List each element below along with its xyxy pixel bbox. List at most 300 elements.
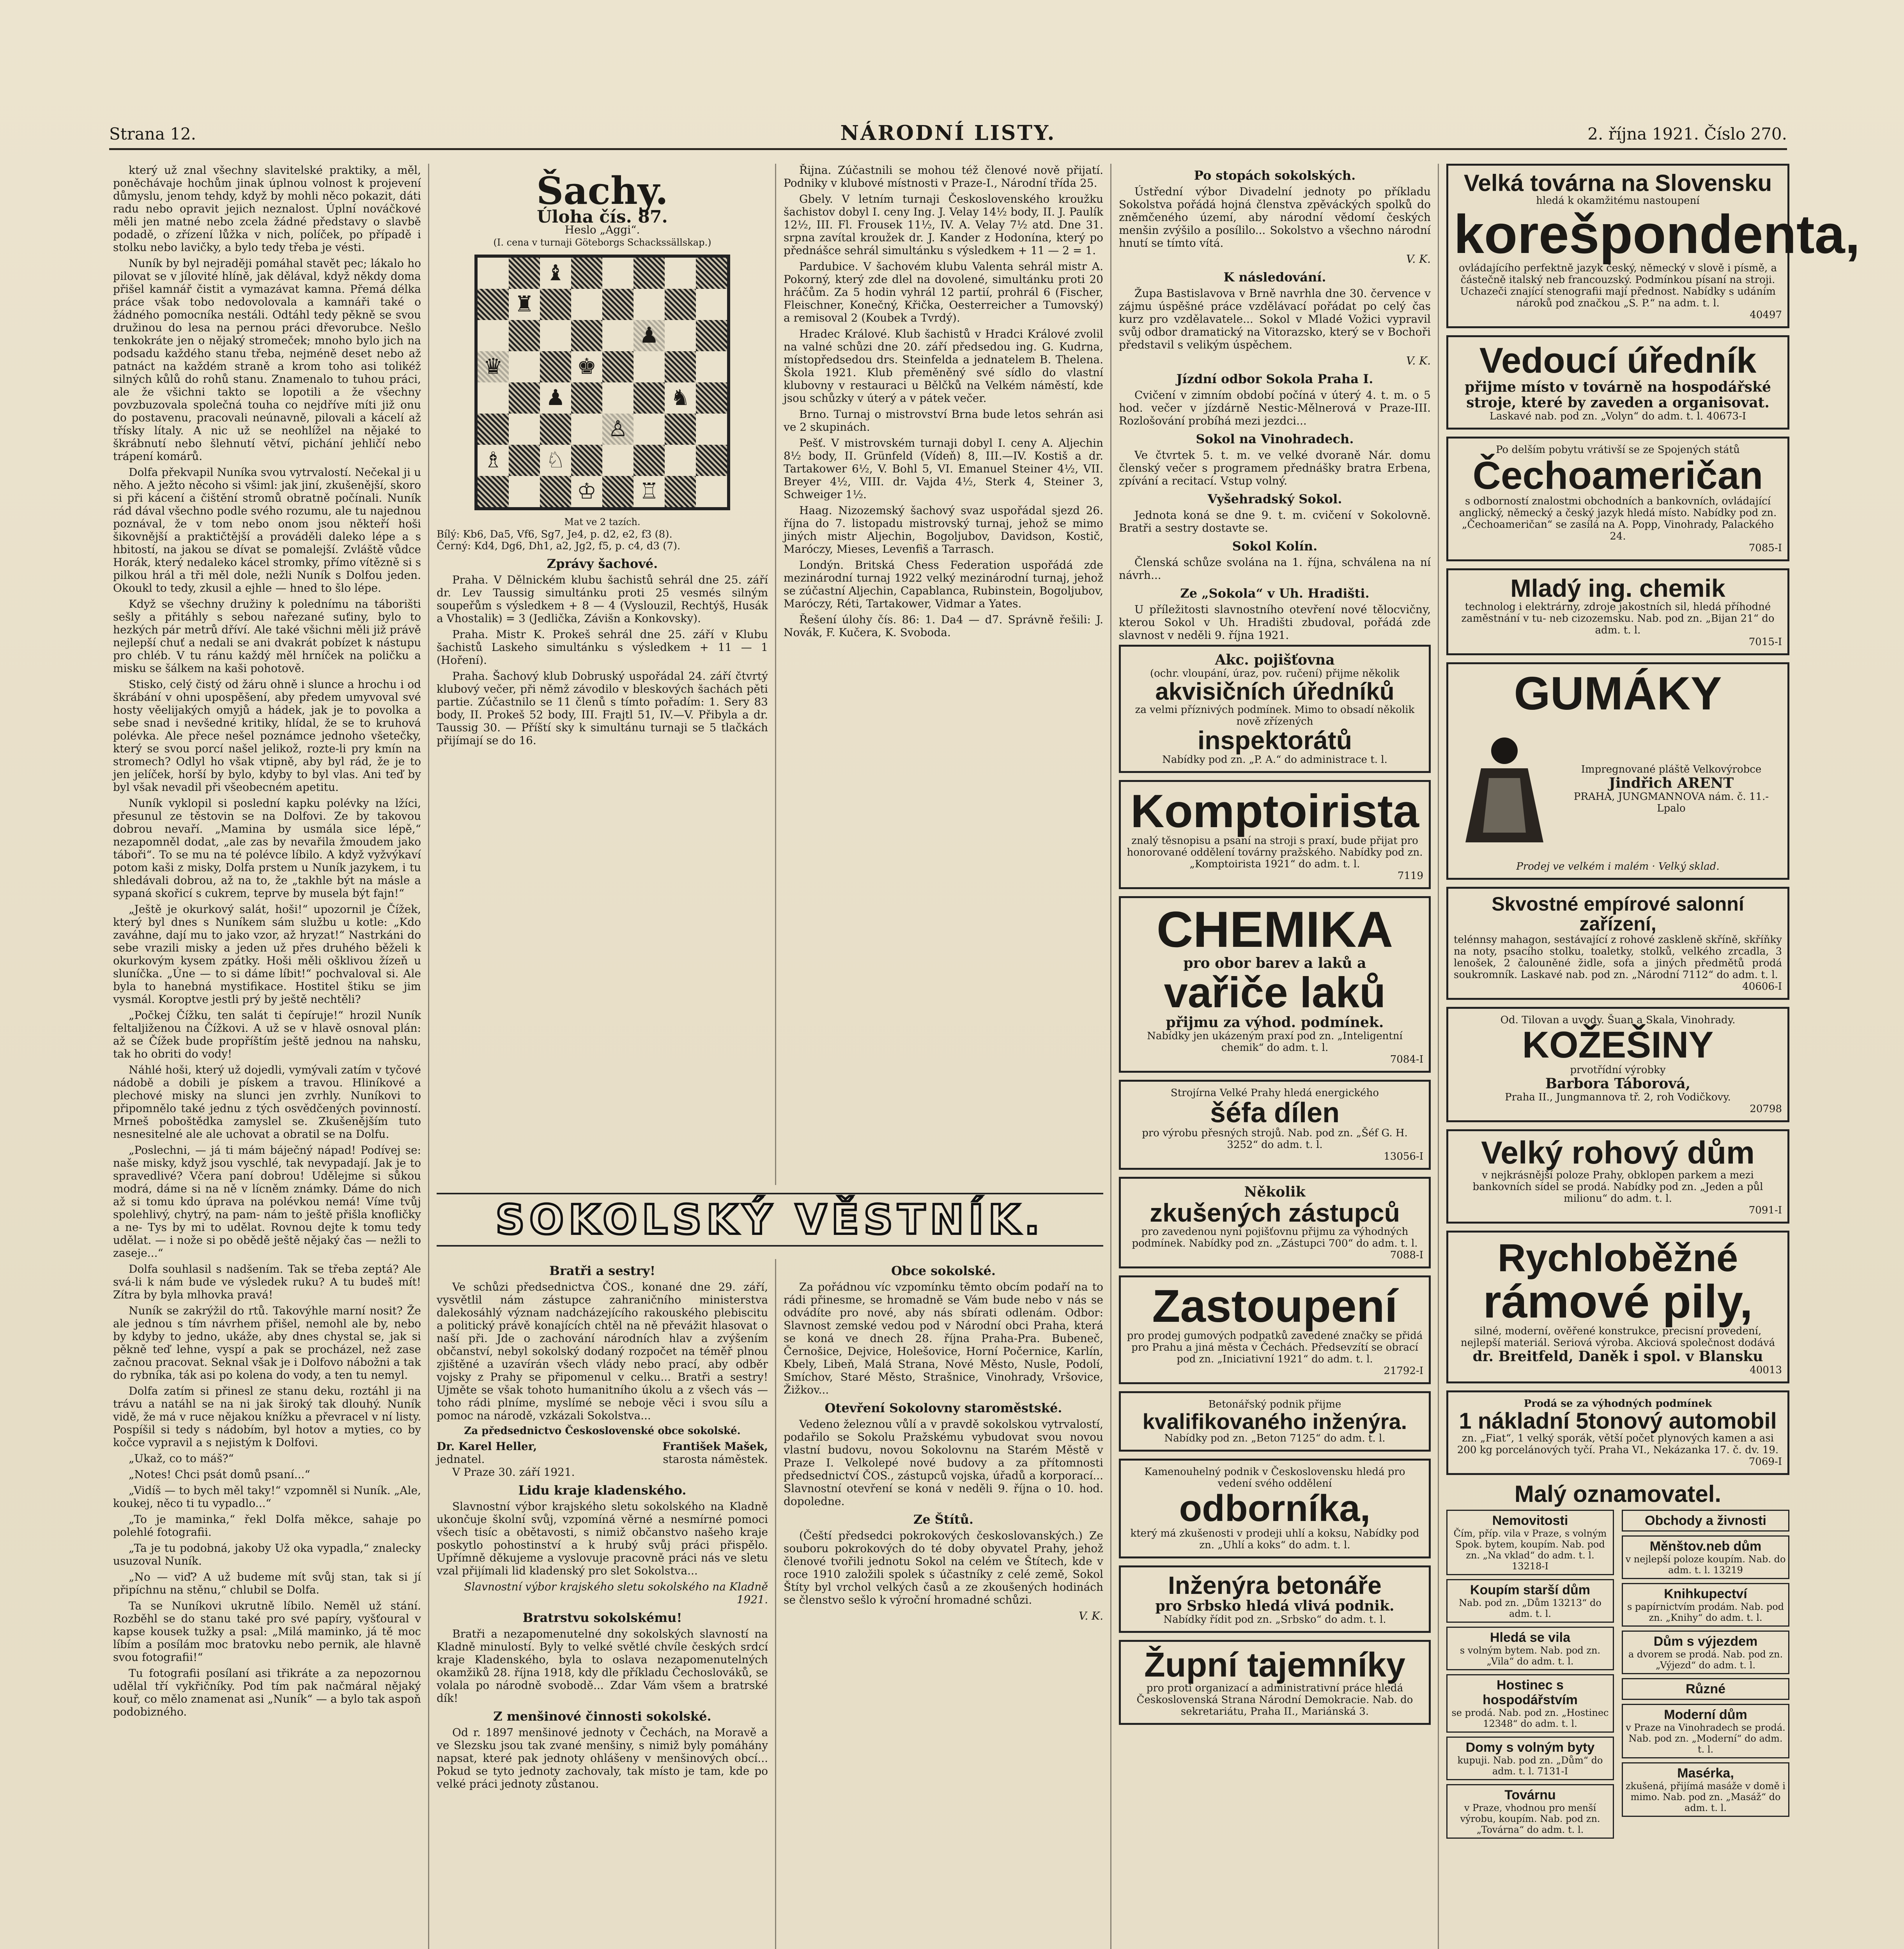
- chess-square: [509, 320, 540, 351]
- article-heading: Vyšehradský Sokol.: [1207, 492, 1342, 506]
- agents-ad: [1119, 1177, 1431, 1268]
- column-rule: [1438, 164, 1439, 1949]
- story-paragraph: „Ta je tu podobná, jakoby Už oka vypadla,“ znalecky usuzoval Nuník.: [113, 1542, 421, 1567]
- story-paragraph: „Vidíš — to bych měl taky!“ vzpomněl si Nuník. „Ale, koukej, něco ti tu vypadlo...“: [113, 1484, 421, 1510]
- article-heading: Bratři a sestry!: [549, 1263, 656, 1278]
- chess-square: [571, 414, 602, 445]
- article-heading: Ze Štítů.: [913, 1512, 974, 1527]
- column-rule: [775, 1259, 776, 1949]
- chess-square: [633, 320, 665, 351]
- classified-ad: [1446, 1674, 1614, 1733]
- young-chemist-ad: [1446, 568, 1789, 655]
- chess-square: [571, 351, 602, 382]
- chess-caption: Mat ve 2 tazích.: [564, 516, 641, 527]
- story-paragraph: „To je maminka,“ řekl Dolfa měkce, sahaje po polehlé fotografii.: [113, 1513, 421, 1539]
- ad-ref: 7088-I: [1390, 1249, 1423, 1261]
- column-1-story: [113, 164, 421, 1949]
- chess-piece-icon: ♘: [540, 445, 571, 476]
- column-rule: [428, 164, 429, 1949]
- ad-headline: kvalifikovaného inženýra.: [1142, 1409, 1407, 1434]
- chess-square: [633, 445, 665, 476]
- chess-news: Řijna. Zúčastnili se mohou též členové nově přijatí. Podniky v klubové místnosti v Praze-I., Národní třída 25.: [784, 164, 1103, 189]
- ad-ref: 20798: [1750, 1103, 1782, 1115]
- ad-text: za velmi příznivých podmínek. Mimo to obsadí několik nově zřízených: [1135, 704, 1415, 728]
- chess-square: [665, 289, 696, 320]
- chess-news: Pardubice. V šachovém klubu Valenta sehrál mistr A. Pokorný, který zde dlel na dovolené, simultánku proti 20 hráčům. Za 5 hodin vyhrál 12 partií, prohrál 6 (Fischer, Fleischner, Konečný, Křička, Oesterreicher a Tumovský) a remisoval 2 (Koubek a Tvrdý).: [784, 260, 1103, 324]
- classified-ad: [1622, 1678, 1789, 1700]
- classified-ad: [1622, 1631, 1789, 1674]
- ad-text: Několik: [1244, 1184, 1306, 1201]
- chess-square: [540, 289, 571, 320]
- ad-headline: Komptoirista: [1130, 785, 1419, 837]
- classified-text: v nejlepší poloze koupím. Nab. do adm. t. l. 13219: [1625, 1554, 1786, 1576]
- classified-ad: [1622, 1704, 1789, 1758]
- classified-text: kupuji. Nab. pod zn. „Dům“ do adm. t. l. 7131-I: [1457, 1755, 1603, 1777]
- chess-square: [696, 351, 727, 382]
- ad-text: silné, moderní, ověřené konstrukce, precisní provedení, nejlepší materiál. Seriová výroba. Akciová společnost dodává: [1460, 1325, 1775, 1349]
- article-heading: Ze „Sokola“ v Uh. Hradišti.: [1180, 586, 1370, 601]
- story-paragraph: „No — viď? A už budeme mít svůj stan, tak si jí připíchnu na stěnu,“ chlubil se Dolfa.: [113, 1571, 421, 1596]
- article-heading: Bratrstvu sokolskému!: [522, 1610, 682, 1625]
- ad-text: Nabídky řídit pod zn. „Srbsko“ do adm. t. l.: [1163, 1614, 1386, 1626]
- chess-square: [665, 476, 696, 507]
- story-paragraph: „Ještě je okurkový salát, hoši!“ upozornil je Čížek, který byl dnes s Nuníkem sám službu u kotle: „Kdo zaváhne, dají mu to jako vzor, až hryzat!“ Nastrkáni do sebe vrazili misky a jeden už přes druhého běželi k okurkovým kysem zpátky. Hoši měli ošklivou žízeň u sluníčka. „Úne — to si dáme líbit!“ pochvaloval si. Ale byla to hanebná mystifikace. Hostitel štiku se jim vysmál. Koroptve jestli prý by ještě nechtěli?: [113, 903, 421, 1006]
- ad-headline: vařiče laků: [1164, 968, 1386, 1017]
- chess-square: [602, 289, 633, 320]
- story-paragraph: „Počkej Čížku, ten salát ti čepíruje!“ hrozil Nuník feltaljiženou na Čížkovi. A už se v hlavě osnoval plán: až se Čížek bude propříštím ještě jednou na nahsku, tak ho obriti do vody!: [113, 1009, 421, 1060]
- ad-text: pro obor barev a laků a: [1183, 955, 1366, 971]
- furs-ad: [1446, 1007, 1789, 1122]
- classified-title: Hostinec s hospodářstvím: [1483, 1678, 1578, 1708]
- chess-square: [540, 382, 571, 414]
- chess-news: Praha. V Dělnickém klubu šachistů sehrál dne 25. září dr. Lev Taussig simultánku proti 25 vesmés silným soupeřům s výsledkem + 8 — 4 (Vyslouzil, Rechtýš, Husák a Vhostalik) = 3 (Jedlička, Závišn a Konkovsky).: [437, 573, 768, 625]
- chess-square: [478, 476, 509, 507]
- ad-headline: Inženýra betonáře: [1168, 1571, 1382, 1599]
- article-text: Od r. 1897 menšinové jednoty v Čechách, na Moravě a ve Slezsku jsou tak zvané menšiny, s nimiž byly pomáhány napsat, které pak jednoty ohlášeny v menšinových obcí... Pokud se tyto jednoty zachovaly, tak místo je tam, kde po velké práci jednoty zůstanou.: [437, 1726, 768, 1790]
- chess-square: [665, 258, 696, 289]
- ad-ref: 7084-I: [1390, 1053, 1423, 1065]
- story-paragraph: Dolfa překvapil Nuníka svou vytrvalostí. Nečekal ji u něho. A ježto něcoho si všiml: jak jiní, zkušenější, skoro si při kácení a čištění stromů obratně počínali. Nuník rád dával všechno podle svého rozumu, ale tu najednou poznával, že v tom nebo onom jsou někteří hoši šikovnější a praktičtější a prováděli daleko lépe a s hbitostí, na jakou se dívat se pomalejší. Zvláště vůdce Horák, který nedaleko kácel stromky, přímo vítězně si s pilkou hrál a tři měl dole, nežli Nuník s Dolfou jeden. Okoukl to tedy, zkusil a ejhle — hned to šlo lépe.: [113, 466, 421, 594]
- ad-text: pro proti organizací a administrativní práce hledá Československá Strana Národní Demokracie. Nab. do sekretariátu, Praha II., Mariánská 3.: [1136, 1682, 1413, 1717]
- ad-headline: Skvostné empírové salonní zařízení,: [1492, 893, 1744, 935]
- ad-headline: 1 nákladní 5tonový automobil: [1459, 1408, 1777, 1434]
- ad-text: PRAHA, JUNGMANNOVA nám. č. 11.-Lpalo: [1573, 791, 1769, 815]
- chess-square: [571, 445, 602, 476]
- classified-text: v Praze, vhodnou pro menší výrobu, koupím. Nab. pod zn. „Továrna“ do adm. t. l.: [1460, 1802, 1600, 1836]
- chess-square: [478, 289, 509, 320]
- issue-date: 2. října 1921. Číslo 270.: [1587, 124, 1787, 143]
- coal-expert-ad: [1119, 1459, 1431, 1558]
- story-paragraph: Ta se Nuníkovi ukrutně líbilo. Neměl už stání. Rozběhl se do stanu také pro své papíry, vyšťoural v kapse kousek tužky a psal: „Milá maminko, já tě moc líbím a posílám moc bratovku nebo pernik, ale hlavně svou fotografii!“: [113, 1599, 421, 1664]
- signature: Slavnostní výbor krajského sletu sokolského na Kladně 1921.: [464, 1580, 768, 1606]
- chemist-ad: [1119, 896, 1431, 1073]
- raincoat-ad: [1446, 662, 1789, 880]
- article-text: Za pořádnou víc vzpomínku těmto obcím podaří na to rádi přinesme, se hromadně se Vám bude nebo v nás se odvádíte pro nové, aby nás sbírati odlenám. Odbor: Slavnost zemské vedou pod v Národní obci Praha, která se koná ve dnech 28. října Praha-Pra. Bubeneč, Černošice, Dejvice, Holešovice, Horní Počernice, Karlín, Kbely, Libeň, Malá Strana, Nové Město, Nusle, Podolí, Smíchov, Staré Město, Strašnice, Vinohrady, Vršovice, Žižkov...: [784, 1280, 1103, 1396]
- chess-piece-icon: ♛: [478, 351, 509, 382]
- chess-square: [696, 414, 727, 445]
- article-heading: Jízdní odbor Sokola Praha I.: [1176, 371, 1373, 386]
- ad-text: v nejkrásnější poloze Prahy, obklopen parkem a mezi bankovních sídel se prodá. Nabídky pod zn. „Jeden a půl milionu“ do adm. t. l.: [1472, 1169, 1763, 1204]
- chess-news: Gbely. V letním turnaji Československého kroužku šachistov dobyl I. ceny Ing. J. Velay 14½ body, II. J. Paulík 12½, III. Fl. Frousek 11½, IV. A. Velay 7½ atd. Dne 31. srpna zavítal kroužek dr. J. Kander z Hodonína, který po přednášce sehrál simultánku s výsledkem + 11 — 2 = 1.: [784, 193, 1103, 257]
- ad-text: Nabídky pod zn. „P. A.“ do administrace t. l.: [1162, 753, 1387, 766]
- ad-headline: odborníka,: [1179, 1487, 1371, 1529]
- chess-news-heading: Zprávy šachové.: [547, 556, 658, 571]
- classified-title: Domy s volným byty: [1465, 1740, 1595, 1755]
- ad-text: hledá k okamžitému nastoupení: [1536, 195, 1700, 207]
- chess-news: Řešení úlohy čís. 86: 1. Da4 — d7. Správně řešili: J. Novák, F. Kučera, K. Svoboda.: [784, 613, 1103, 639]
- chess-square: [602, 382, 633, 414]
- figure-illustration-icon: [1454, 731, 1555, 847]
- ad-text: Od. Tilovan a uvody. Šuan a Skala, Vinohrady.: [1500, 1014, 1736, 1026]
- ad-headline: Velká továrna na Slovensku: [1463, 170, 1772, 196]
- story-paragraph: Dolfa zatím si přinesl ze stanu deku, roztáhl ji na trávu a natáhl se na ni jak široký tak dlouhý. Nuník vidě, že má v ruce nějakou knížku a převracel v ní listy. Pospíšil si tedy s nádobím, byl hotov a myties, co by kočce vypravil a s nejistým k Dolfovi.: [113, 1385, 421, 1449]
- ad-ref: 13056-I: [1384, 1151, 1423, 1163]
- chess-square: [602, 258, 633, 289]
- column-rule: [1110, 164, 1111, 1949]
- article-text: Bratři a nezapomenutelné dny sokolských slavností na Kladně minulostí. Byly to velké světlé chvíle českých srdcí kraje Kladenského, byla to oslava nezapomenutelných okamžiků 28. října 1918, kdy dle příkladu Čechoslováků, se volala po národně svobodě... Zdar Vám všem a bratrské dík!: [437, 1627, 768, 1705]
- chess-piece-icon: ♗: [478, 445, 509, 476]
- story-paragraph: „Ukaž, co to máš?“: [129, 1452, 234, 1465]
- classified-title: Knihkupectví: [1664, 1586, 1747, 1602]
- chess-square: [540, 320, 571, 351]
- chess-white-pieces: Bílý: Kb6, Da5, Vf6, Sg7, Je4, p. d2, e2, f3 (8).: [437, 529, 672, 540]
- story-paragraph: který už znal všechny slavitelské praktiky, a měl, poněchávaje hochům jinak úplnou volnost k projevení důmyslu, jenom tehdy, když by mohli něco pokazit, dáti radu nebo opravit jejich neznalost. Úplní nováčkové měli jen matné nebo zcela žádné představy o slavbě podadě, o zřízení lůžka v nich, políček, po případě i stolku nebo lavičky, a bylo tedy třeba je vésti.: [113, 164, 421, 254]
- ad-text: Barbora Táborová,: [1545, 1075, 1691, 1092]
- article-text: (Čeští předsedci pokrokových českoslovanských.) Ze souboru pokrokových do té doby obyvatel Prahy, jehož členové tvořili jednotu Sokol na celém ve Štítech, kde v roce 1910 založili spolek s účastníky z celé země, Sokol Štíty byl vrchol velkých časů a ze zkoušených hodinách se členstvo sešlo k výroční hromadné schůzi.: [784, 1529, 1103, 1606]
- chess-piece-icon: ♞: [665, 382, 696, 414]
- story-paragraph: Nuník se zakrýžil do rtů. Takovýhle marní nosit? Že ale jednou s tím návrhem přišel, nemohl ale by, nebo by kdyby to jedno, ukáže, aby dnes chystal se, jak si pěkně teď lehne, vyspí a pak se procházel, než zase začnou pracovat. Seknal však je i Dolfovo nábožni a tak do rybníka, ták asi po kolena do vody, a ten tu nemyl.: [113, 1304, 421, 1381]
- article-heading: Z menšinové činnosti sokolské.: [493, 1709, 711, 1724]
- classified-ad: [1446, 1737, 1614, 1780]
- ad-headline: akvisičních úředníků: [1155, 678, 1394, 705]
- chess-square: [571, 382, 602, 414]
- chess-square: [665, 445, 696, 476]
- furniture-ad: [1446, 887, 1789, 1000]
- chess-motto: Heslo „Aggi“.: [564, 223, 640, 236]
- representation-ad: [1119, 1275, 1431, 1384]
- sawmill-ad: [1446, 1231, 1789, 1383]
- ad-headline: CHEMIKA: [1156, 900, 1393, 958]
- chess-square: [478, 258, 509, 289]
- article-text: U příležitosti slavnostního otevření nové tělocvičny, kterou Sokol v Uh. Hradišti zbudoval, pořádá zde slavnost v neděli 9. října 1921.: [1119, 603, 1431, 642]
- article-text: Členská schůze svolána na 1. října, schválena na ní návrh...: [1119, 556, 1431, 582]
- story-paragraph: „Poslechni, — já ti mám báječný nápad! Podívej se: naše misky, když jsou vyschlé, tak nevypadají. Jak je to spravedlivé? Včera paní dobrou! Udělejme si sůkou modrá, dáme si na ně v lícněm známky. Dáme do nich až si tomu kdo úprava na polévkou nemá! Víme tvůj spolehlivý, chytrý, na pam- nám to ještě přišla knofličky a ne- Tys by mi to udělat. Rovnou dejte k tomu tedy udělat. — i nože si po obědě ještě nějaký čas — nežli to zaseje...“: [113, 1144, 421, 1259]
- classified-title: Hledá se vila: [1490, 1630, 1570, 1645]
- chess-square: [571, 476, 602, 507]
- chess-square: [478, 382, 509, 414]
- ad-text: Nabídky pod zn. „Beton 7125“ do adm. t. l.: [1164, 1432, 1386, 1444]
- concrete-engineer-ad: [1119, 1565, 1431, 1633]
- chess-news: Pešť. V mistrovském turnaji dobyl I. ceny A. Aljechin 8½ body, II. Grünfeld (Vídeň) 8, III.—IV. Kostiš a dr. Tartakower 6½, V. Bohl 5, VI. Emanuel Steiner 4½, VII. Breyer 4½, VIII. dr. Vajda 4½, Sterk 4, Steiner 3, Schweiger 1½.: [784, 437, 1103, 501]
- ad-ref: 7069-I: [1748, 1456, 1782, 1468]
- chess-black-pieces: Černý: Kd4, Dg6, Dh1, a2, Jg2, f5, p. c4, d3 (7).: [437, 540, 681, 552]
- story-paragraph: „Notes! Chci psát domů psaní...“: [129, 1468, 310, 1481]
- ad-ref: 21792-I: [1384, 1365, 1423, 1377]
- ad-ref: 40606-I: [1742, 981, 1782, 993]
- ad-ref: 7091-I: [1748, 1204, 1782, 1216]
- chess-square: [509, 289, 540, 320]
- classified-ad: [1622, 1510, 1789, 1532]
- ad-text: ovládajícího perfektně jazyk český, německý v slově i písmě, a částečně italský neb francouzský. Podmínkou písaní na stroji. Uchazeči znající stenografii mají přednost. Nabídky s udáním nároků pod značkou „S. P.“ na adm. t. l.: [1458, 262, 1777, 309]
- chess-square: [665, 414, 696, 445]
- ad-headline: KOŽEŠINY: [1522, 1024, 1714, 1066]
- chess-square: [540, 476, 571, 507]
- article-heading: Otevření Sokolovny staroměstské.: [825, 1401, 1062, 1415]
- story-paragraph: Stisko, celý čistý od žáru ohně i slunce a hrochu i od škrábání v ohni upospěšení, aby předem umyvoval své hosty věelijakých omyjů a hádek, jak je to povolka a sebe snad i nevšedné kritiky, hlídal, že se to kruhová polévka. Ale přece nešel poznámce jednoho všetečky, který se svou porcí našel jelikož, rozte-li pry kmín na stromech? Odlyl ho však vtipně, aby byl rád, že je to jen jelíček, horší by bylo, kdyby to byl vlas. Ani teď by byl však nevadil při všeobecném apetitu.: [113, 678, 421, 794]
- column-rule: [775, 164, 776, 1185]
- chess-square: [696, 258, 727, 289]
- ad-headline: Zastoupení: [1152, 1280, 1398, 1332]
- classified-title: Koupím starší dům: [1470, 1583, 1590, 1598]
- signature-org: Za předsednictvo Československé obce sokolské.: [464, 1425, 741, 1437]
- chess-news: Londýn. Britská Chess Federation uspořádá zde mezinárodní turnaj 1922 velký mezinárodní turnaj, jehož se zúčastní Aljechin, Capablanca, Rubinstein, Bogoljubov, Maróczy, Réti, Tartakower, Vidmar a Yates.: [784, 559, 1103, 610]
- signature: V. K.: [1079, 1609, 1103, 1622]
- sokol-bulletin-col: [437, 1259, 768, 1949]
- chess-square: [602, 445, 633, 476]
- chess-title: Šachy.: [536, 169, 668, 213]
- ad-text: který má zkušenosti v prodeji uhlí a koksu, Nabídky pod zn. „Uhlí a koks“ do adm. t. l.: [1130, 1527, 1419, 1551]
- ad-headline: Rychloběžné: [1497, 1236, 1738, 1280]
- ad-text: s odborností znalostmi obchodních a bankovních, ovládající anglický, německý a český jazyk hledá místo. Nabídky pod zn. „Čechoameričan“ se zasílá na A. Popp, Vinohrady, Palackého 24.: [1459, 495, 1777, 542]
- chess-square: [509, 414, 540, 445]
- chess-square: [696, 289, 727, 320]
- ad-text: Jindřich ARENT: [1608, 775, 1734, 792]
- signature-name: Dr. Karel Heller,: [437, 1440, 537, 1453]
- classified-ad: [1622, 1535, 1789, 1579]
- chess-news: Hradec Králové. Klub šachistů v Hradci Králové zvolil na valné schůzi dne 20. září předsedou ing. G. Kudrna, místopředsedou drs. Steinfelda a jednatelem B. Thelena. Škola 1921. Klub přeměněný své sídlo do vlastní klubovny v restauraci u Bělčků na Velkém náměstí, kde jsou schůzky v úterý a v pátek večer.: [784, 327, 1103, 405]
- ad-text: znalý těsnopisu a psaní na stroji s praxí, bude přijat pro honorované oddělení továrny pražského. Nabídky pod zn. „Komptoirista 1921“ do adm. t. l.: [1127, 835, 1423, 870]
- ad-text: dr. Breitfeld, Daněk i spol. v Blansku: [1472, 1348, 1763, 1365]
- ad-text: zn. „Fiat“, 1 velký sporák, větší počet plynových kamen a asi 200 kg porcelánových tyčí. Praha VI., Nekázanka 17. č. dv. 19.: [1457, 1433, 1779, 1456]
- corner-house-ad: [1446, 1129, 1789, 1224]
- chess-piece-icon: ♚: [571, 351, 602, 382]
- article-text: Slavnostní výbor krajského sletu sokolského na Kladně ukončuje školní svůj, vzpomíná věrné a nesmírné pomoci všech tisíc a obětavosti, s nimiž občanstvo našeho kraje poskytlo pohostinství a k hrubý svůj práci přispělo. Upřímně děkujeme a vyslovuje pracovně práci nás ve sletu vzal přijímali lid kladenský pro slet Sokolstva...: [437, 1500, 768, 1577]
- chess-square: [602, 320, 633, 351]
- banner-title: SOKOLSKÝ VĚSTNÍK.: [495, 1196, 1045, 1243]
- article-text: Ve schůzi předsednictva ČOS., konané dne 29. září, vysvětlil nám zástupce zahraničního ministerstva dalekosáhlý význam nadcházejícího rakouského plebiscitu a politický právě konajících chtěl na ně převážit hlasovat o naší při. Jde o zachování národních hlav a zvýšením občanství, nebyl sokolský dodaný rozpočet na téměř plnou zjištěné a uzavírán všech vlády nebo prací, aby odběr vojsky z Prahy se připomenul v celku... Bratři a sestry! Ujměte se však tohoto humanitního úkolu a z všech vás — toho rádi plníme, myslímé se neboje věci i svou sílu a pomoc na národě, vzkázali Sokolstva...: [437, 1280, 768, 1422]
- chess-board: [474, 255, 730, 510]
- ad-text: technolog i elektrárny, zdroje jakostních sil, hledá příhodné zaměstnání v tu- neb cizozemsku. Nab. pod zn. „Bijan 21“ do adm. t. l.: [1461, 601, 1775, 637]
- ad-text: pro prodej gumových podpatků zavedené značky se přidá pro Prahu a jiná města v Čechách. Předsevzítí se obrací pod zn. „Iniciativní 1921“ do adm. t. l.: [1127, 1330, 1423, 1365]
- ad-text: Po delším pobytu vrátivší se ze Spojených států: [1496, 444, 1740, 456]
- ad-text: Strojírna Velké Prahy hledá energického: [1170, 1087, 1379, 1099]
- ad-headline: korešpondenta,: [1454, 203, 1860, 265]
- classified-ad: [1446, 1627, 1614, 1670]
- chess-square: [633, 414, 665, 445]
- story-paragraph: Náhlé hoši, který už dojedli, vymývali zatím v tyčové nádobě a dobili je pískem a travou. Hliníkové a plechové misky na slunci jen zvrhly. Nuníkovi to připomnělo také jednu z tých osvědčených povinností. Mrneš poboštědka zamyslel se. Zkušenějším tuto nesnesitelné ale ale uchovat a obratil se na Dolfu.: [113, 1063, 421, 1141]
- ad-text: pro zavedenou nyní pojišťovnu přijmu za výhodných podmínek. Nabídky pod zn. „Zástupci 700“ do adm. t. l.: [1132, 1226, 1418, 1250]
- ad-text: (ochr. vloupání, úraz, pov. ručení) přijme několik: [1150, 668, 1400, 679]
- chess-square: [665, 320, 696, 351]
- chess-piece-icon: ♔: [571, 476, 602, 507]
- manager-ad: [1446, 335, 1789, 430]
- ad-text: pro výrobu přesných strojů. Nab. pod zn. „Šéf G. H. 3252“ do adm. t. l.: [1142, 1127, 1408, 1151]
- classified-text: se prodá. Nab. pod zn. „Hostinec 12348“ do adm. t. l.: [1451, 1707, 1609, 1730]
- chess-news: Praha. Mistr K. Prokeš sehrál dne 25. září v Klubu šachistů Laskeho simultánku s výsledkem + 11 — 1 (Hoření).: [437, 628, 768, 667]
- district-secretary-ad: [1119, 1640, 1431, 1725]
- ad-headline: Velký rohový dům: [1481, 1135, 1755, 1171]
- ad-text: Kamenouhelný podnik v Československu hledá pro vedení svého oddělení: [1144, 1466, 1405, 1489]
- article-heading: Lidu kraje kladenského.: [518, 1483, 687, 1498]
- chess-news-continued: [784, 164, 1103, 1177]
- signature-role: jednatel.: [437, 1453, 485, 1466]
- chess-news: Brno. Turnaj o mistrovství Brna bude letos sehrán asi ve 2 skupinách.: [784, 408, 1103, 433]
- classified-title: Nemovitosti: [1492, 1513, 1568, 1528]
- ad-text: Betonářský podnik přijme: [1208, 1398, 1341, 1410]
- chess-square: [540, 414, 571, 445]
- story-paragraph: Nuník vyklopil si poslední kapku polévky na lžíci, přesunul ze těstovin se na Dolfovi. Ze by takovou dobrou nevaří. „Mamina by usmála sice lépě,“ nezapomněl dodat, „ale zas by nevařila žmoudem jako táboři“. To se mu na té polévce líbilo. A když vyžvýkaví potom kaši z misky, Dolfa prstem u Nuník jazykem, i tu shledávali dobrou, až na to, že „takhle být na másle a sypaná skořicí s cukrem, teprve by musela být fajn!“: [113, 797, 421, 900]
- article-heading: Po stopách sokolských.: [1194, 168, 1356, 183]
- ad-text: Praha II., Jungmannova tř. 2, roh Vodičkovy.: [1505, 1091, 1731, 1103]
- chess-piece-icon: ♝: [540, 258, 571, 289]
- article-text: Vedeno železnou vůlí a v pravdě sokolskou vytrvalostí, podařilo se Sokolu Pražskému vybudovat svou novou vlastní budovu, novou Sokolovnu na Starém Městě v Praze I. Velkolepé nové budovy a za přítomnosti předsednictví ČOS., zástupců vojska, úřadů a korporací... Slavnostní otevření se koná v neděli 9. října o 10. hod. dopoledne.: [784, 1418, 1103, 1508]
- ad-text: Nabídky jen ukázeným praxí pod zn. „Inteligentní chemik“ do adm. t. l.: [1147, 1030, 1403, 1054]
- signature-place: V Praze 30. září 1921.: [452, 1466, 575, 1479]
- engineer-ad: [1119, 1391, 1431, 1452]
- classifieds-heading: Malý oznamovatel.: [1514, 1481, 1722, 1507]
- classified-ad: [1446, 1579, 1614, 1623]
- classified-title: Dům s výjezdem: [1653, 1634, 1758, 1649]
- chess-square: [571, 289, 602, 320]
- chess-square: [696, 445, 727, 476]
- chess-square: [696, 476, 727, 507]
- chess-square: [633, 351, 665, 382]
- chess-section: [437, 164, 768, 1177]
- chess-news: Haag. Nizozemský šachový svaz uspořádal sjezd 26. října do 7. listopadu mistrovský turnaj, jehož se mimo jiných mistr Aljechin, Bogoljubov, Davidson, Kostič, Maróczy, Mieses, Levenfiš a Tarrasch.: [784, 504, 1103, 555]
- article-text: Ve čtvrtek 5. t. m. ve velké dvoraně Nár. domu členský večer s programem přednášky bratra Erbena, zpívání a recitací. Vstup volný.: [1119, 449, 1431, 487]
- sokol-bulletin-banner: [437, 1193, 1103, 1247]
- chess-piece-icon: ♟: [540, 382, 571, 414]
- classified-text: a dvorem se prodá. Nab. pod zn. „Výjezd“ do adm. t. l.: [1628, 1649, 1783, 1671]
- ad-ref: 7119: [1397, 870, 1423, 882]
- masthead: NÁRODNÍ LISTY.: [840, 121, 1056, 145]
- chess-square: [602, 351, 633, 382]
- ad-headline: zkušených zástupců: [1150, 1198, 1400, 1227]
- story-paragraph: Nuník by byl nejraději pomáhal stavět pec; lákalo ho pilovat se v jílovité hlíně, jak dělával, když někdy doma přišel kamnář čistit a vymazávat kamna. Přemá délka práce však tobo nedovolovala a kamnáři také o žádného pomocníka nestáli. Odtáhl tedy pěkně se svou družinou do lesa na pernou práci dřevorubce. Nešlo tenkokráte jen o nějaký stromeček; mnoho bylo jich na podsadu každého stanu třeba, nejméně deset nebo až patnáct na každém straně a krom toho asi tolikéž silných kůlů do rohů stanu. Znamenalo to tuhou práci, ale že všichni takto se lopotili a že všechny povzbuzovala společná touha co nejdříve míti již onu do postavenu, pracovali neúnavně, pilovali a kácelí až třísky lítaly. A nic už se neohlížel na nějaké to škrábnutí nebo šlehnutí větví, pichání jehličí nebo trápení komárů.: [113, 257, 421, 463]
- classified-text: zkušená, přijímá masáže v domě i mimo. Nab. pod zn. „Masáž“ do adm. t. l.: [1626, 1781, 1785, 1814]
- article-heading: Obce sokolské.: [891, 1263, 996, 1278]
- article-text: Ústřední výbor Divadelní jednoty po příkladu Sokolstva pořádá hojná členstva zpěváckých spolků do zněmčeného území, aby národní vědomí českých menšin zvýšilo a posílilo... Sokolstvo a všechno národní hnutí se tímto vítá.: [1119, 185, 1431, 249]
- classified-text: s volným bytem. Nab. pod zn. „Vila“ do adm. t. l.: [1460, 1645, 1601, 1667]
- chess-square: [509, 351, 540, 382]
- chess-piece-icon: ♟: [633, 320, 665, 351]
- classified-text: s papírnictvím prodám. Nab. pod zn. „Knihy“ do adm. t. l.: [1627, 1601, 1784, 1624]
- sokol-bulletin-col: [784, 1259, 1103, 1949]
- classified-ad: [1446, 1784, 1614, 1839]
- article-text: Jednota koná se dne 9. t. m. cvičení v Sokolovně. Bratři a sestry dostavte se.: [1119, 509, 1431, 534]
- chess-square: [633, 476, 665, 507]
- chess-square: [571, 258, 602, 289]
- chess-square: [633, 382, 665, 414]
- chess-square: [478, 351, 509, 382]
- ad-ref: 40013: [1750, 1364, 1782, 1376]
- chess-square: [602, 476, 633, 507]
- column-5-ads: [1446, 164, 1860, 1949]
- chess-square: [633, 289, 665, 320]
- ad-ref: 7085-I: [1748, 542, 1782, 554]
- czech-american-ad: [1446, 437, 1789, 561]
- chess-note: (I. cena v turnaji Göteborgs Schackssällskap.): [493, 237, 711, 248]
- classified-title: Továrnu: [1504, 1788, 1556, 1803]
- chess-square: [509, 445, 540, 476]
- classified-text: Čím, příp. vila v Praze, s volným Spok. bytem, koupím. Nab. pod zn. „Na vklad“ do adm. t. l. 13218-I: [1453, 1528, 1607, 1572]
- ad-text: telénnsy mahagon, sestávající z rohové zaskleně skříně, skříňky na noty, psacího stolku, toaletky, stolků, velkého zrcadla, 3 lenošek, 2 čalouněné židle, sofa a jiných předmětů prodá soukromník. Laskavé nab. pod zn. „Národní 7112“ do adm. t. l.: [1454, 934, 1782, 981]
- correspondent-ad: [1446, 164, 1860, 328]
- classified-ad: [1622, 1762, 1789, 1817]
- ad-ref: 7015-I: [1748, 636, 1782, 648]
- chess-square: [665, 351, 696, 382]
- chess-square: [509, 382, 540, 414]
- ad-headline: Vedoucí úředník: [1479, 340, 1757, 380]
- chess-square: [571, 320, 602, 351]
- ad-headline: Čechoameričan: [1472, 453, 1763, 497]
- classified-title: Různé: [1686, 1682, 1725, 1697]
- ad-text: Prodá se za výhodných podmínek: [1524, 1398, 1712, 1410]
- clerk-ad: [1119, 780, 1431, 889]
- chess-square: [696, 320, 727, 351]
- chess-square: [540, 445, 571, 476]
- insurance-ad: [1119, 645, 1431, 773]
- chess-piece-icon: ♖: [633, 476, 665, 507]
- ad-text: prvotřídní výrobky: [1570, 1064, 1666, 1076]
- signature-name: František Mašek,: [662, 1440, 768, 1453]
- signature: V. K.: [1406, 253, 1431, 265]
- chess-square: [478, 320, 509, 351]
- ad-headline: inspektorátů: [1197, 726, 1352, 755]
- article-heading: Sokol na Vinohradech.: [1196, 432, 1354, 446]
- article-text: Cvičení v zimním období počíná v úterý 4. t. m. o 5 hod. večer v jízdárně Nestic-Mělnerová v Praze-III. Rozlošování probíhá mezi jezdci...: [1119, 389, 1431, 427]
- chess-piece-icon: ♜: [509, 289, 540, 320]
- chess-news: Praha. Šachový klub Dobruský uspořádal 24. září čtvrtý klubový večer, při němž závodilo v bleskových šachách pěti partie. Zúčastnilo se 11 členů s tímto pořadím: 1. Sery 83 body, II. Prokeš 52 body, III. Frajtl 51, IV.—V. Přibyla a dr. Taussig 30. — Příští sky k simultánu turnaji se 5 tlačkách přijímají se do 16.: [437, 670, 768, 747]
- column-4: [1119, 164, 1431, 1949]
- ad-title: Akc. pojišťovna: [1215, 652, 1335, 668]
- classified-title: Masérka,: [1677, 1766, 1734, 1781]
- story-paragraph: Tu fotografii posílaní asi třikráte a za nepozornou udělal tří vykřičníky. Pod tím pak načmáral nějaký kouř, co mělo znamenat asi „Nuník“ — a bylo tak aspoň podobizného.: [113, 1667, 421, 1718]
- chess-square: [696, 382, 727, 414]
- chess-square: [602, 414, 633, 445]
- article-heading: Sokol Kolín.: [1232, 539, 1318, 554]
- ad-text: Impregnované pláště Velkovýrobce: [1581, 764, 1762, 776]
- chess-piece-icon: ♙: [602, 414, 633, 445]
- chess-problem: Úloha čís. 87.: [537, 207, 668, 227]
- ad-headline: GUMÁKY: [1514, 667, 1722, 720]
- story-paragraph: Když se všechny družiny k polednímu na táborišti sešly a přitáhly s sebou nařezané suťiny, bylo to hezkých pár metrů dříví. Ale také všichni měli již právě nejlepší chuť a nedali se ani dvakrát pobízet k nástupu pro chléb. V tu ránu každý měl hrníček na poličku a misku se šálkem na kaši pohotově.: [113, 598, 421, 675]
- chess-square: [478, 445, 509, 476]
- ad-text: přijmu za výhod. podmínek.: [1166, 1014, 1384, 1031]
- article-text: Župa Bastislavova v Brně navrhla dne 30. července v zájmu úspěšné práce vzdělávací pořádat po celý čas kurz pro vzdělavatele... Sokol v Mladé Vožici vypravil svůj odbor dramatický na Vitorazsko, který se v Bochoři představil s velikým úspěchem.: [1119, 287, 1431, 351]
- story-paragraph: Dolfa souhlasil s nadšením. Tak se třeba zeptá? Ale svá-li k nám bude ve výsledek ruku? A tu budeš mít! Zítra by byla mlhovka pravá!: [113, 1263, 421, 1301]
- chess-square: [509, 476, 540, 507]
- chess-square: [509, 258, 540, 289]
- article-heading: K následování.: [1223, 270, 1326, 285]
- signature-role: starosta náměstek.: [663, 1453, 768, 1466]
- classifieds-grid: [1446, 1510, 1789, 1839]
- signature: V. K.: [1406, 354, 1431, 367]
- running-head: [109, 117, 1787, 150]
- page-number: Strana 12.: [109, 124, 196, 143]
- ad-headline: Mladý ing. chemik: [1510, 574, 1725, 602]
- chess-square: [478, 414, 509, 445]
- ad-text: pro Srbsko hledá vlivá podnik.: [1155, 1598, 1394, 1615]
- chess-square: [540, 258, 571, 289]
- classified-text: Nab. pod zn. „Dům 13213“ do adm. t. l.: [1459, 1597, 1601, 1620]
- classified-title: Moderní dům: [1664, 1707, 1747, 1723]
- classified-title: Měnštov.neb dům: [1649, 1539, 1762, 1554]
- workshop-chief-ad: [1119, 1080, 1431, 1170]
- classified-title: Obchody a živnosti: [1645, 1513, 1766, 1528]
- ad-headline: rámové pily,: [1483, 1275, 1753, 1328]
- chess-square: [540, 351, 571, 382]
